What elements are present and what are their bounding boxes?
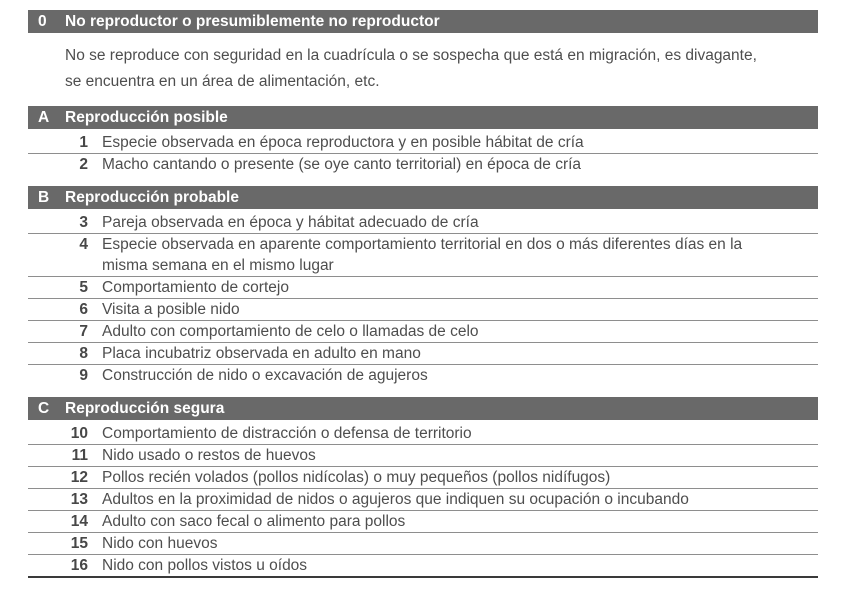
row-number: 7 xyxy=(79,323,88,340)
row-number: 4 xyxy=(79,236,88,253)
code-row xyxy=(28,320,818,342)
row-number: 2 xyxy=(79,156,88,173)
code-section xyxy=(28,186,818,386)
row-number: 9 xyxy=(79,367,88,384)
code-row xyxy=(28,298,818,320)
row-text: Comportamiento de cortejo xyxy=(102,279,289,296)
row-text: Especie observada en aparente comportamiento territorial en dos o más diferentes días en la misma semana en el mismo lugar xyxy=(102,236,743,274)
row-number: 8 xyxy=(79,345,88,362)
row-number: 16 xyxy=(70,557,88,574)
row-text: Comportamiento de distracción o defensa de territorio xyxy=(102,425,472,442)
section-title: Reproducción probable xyxy=(65,188,239,206)
code-row xyxy=(28,510,818,532)
code-row xyxy=(28,153,818,175)
code-row xyxy=(28,423,818,444)
section-code: C xyxy=(38,399,50,417)
row-number: 12 xyxy=(70,469,88,486)
code-row xyxy=(28,132,818,153)
section-header-bar xyxy=(28,10,818,33)
row-text: Adulto con saco fecal o alimento para pollos xyxy=(102,513,406,530)
section-header-bar xyxy=(28,106,818,129)
code-section xyxy=(28,10,818,95)
row-text: Adultos en la proximidad de nidos o agujeros que indiquen su ocupación o incubando xyxy=(102,491,689,508)
code-section xyxy=(28,106,818,175)
row-text: Nido usado o restos de huevos xyxy=(102,447,316,464)
section-code: B xyxy=(38,188,50,206)
row-text: Pollos recién volados (pollos nidícolas) o muy pequeños (pollos nidífugos) xyxy=(102,469,611,486)
code-row xyxy=(28,554,818,576)
section-rows xyxy=(28,423,818,578)
row-number: 10 xyxy=(70,425,88,442)
section-code: 0 xyxy=(38,12,47,30)
section-rows xyxy=(28,132,818,175)
code-row xyxy=(28,488,818,510)
code-section xyxy=(28,397,818,578)
breeding-codes-table xyxy=(28,10,818,589)
row-number: 11 xyxy=(71,447,88,464)
code-row xyxy=(28,444,818,466)
row-number: 13 xyxy=(70,491,88,508)
row-text: Visita a posible nido xyxy=(102,301,240,318)
section-title: Reproducción posible xyxy=(65,108,228,126)
section-header-bar xyxy=(28,186,818,209)
code-row xyxy=(28,212,818,233)
row-number: 14 xyxy=(70,513,88,530)
row-text: Placa incubatriz observada en adulto en mano xyxy=(102,345,421,362)
row-text: Nido con huevos xyxy=(102,535,218,552)
row-text: Pareja observada en época y hábitat adecuado de cría xyxy=(102,214,479,231)
row-text: Especie observada en época reproductora y en posible hábitat de cría xyxy=(102,134,584,151)
code-row xyxy=(28,466,818,488)
section-title: Reproducción segura xyxy=(65,399,225,417)
row-text: Nido con pollos vistos u oídos xyxy=(102,557,308,574)
row-text: Adulto con comportamiento de celo o llamadas de celo xyxy=(102,323,479,340)
code-row xyxy=(28,364,818,386)
row-number: 5 xyxy=(79,279,88,296)
row-number: 1 xyxy=(79,134,88,151)
section-code: A xyxy=(38,108,50,126)
section-header-bar xyxy=(28,397,818,420)
row-number: 6 xyxy=(79,301,88,318)
row-text: Construcción de nido o excavación de agujeros xyxy=(102,367,428,384)
code-row xyxy=(28,342,818,364)
code-row xyxy=(28,532,818,554)
row-text: Macho cantando o presente (se oye canto territorial) en época de cría xyxy=(102,156,582,173)
section-description: No se reproduce con seguridad en la cuadrícula o se sospecha que está en migración, es divagante, se encuentra en un área de alimentación, etc. xyxy=(65,47,757,90)
section-title: No reproductor o presumiblemente no reproductor xyxy=(65,12,440,30)
row-number: 15 xyxy=(70,535,88,552)
row-number: 3 xyxy=(79,214,88,231)
code-row xyxy=(28,233,818,276)
code-row xyxy=(28,276,818,298)
section-rows xyxy=(28,212,818,386)
